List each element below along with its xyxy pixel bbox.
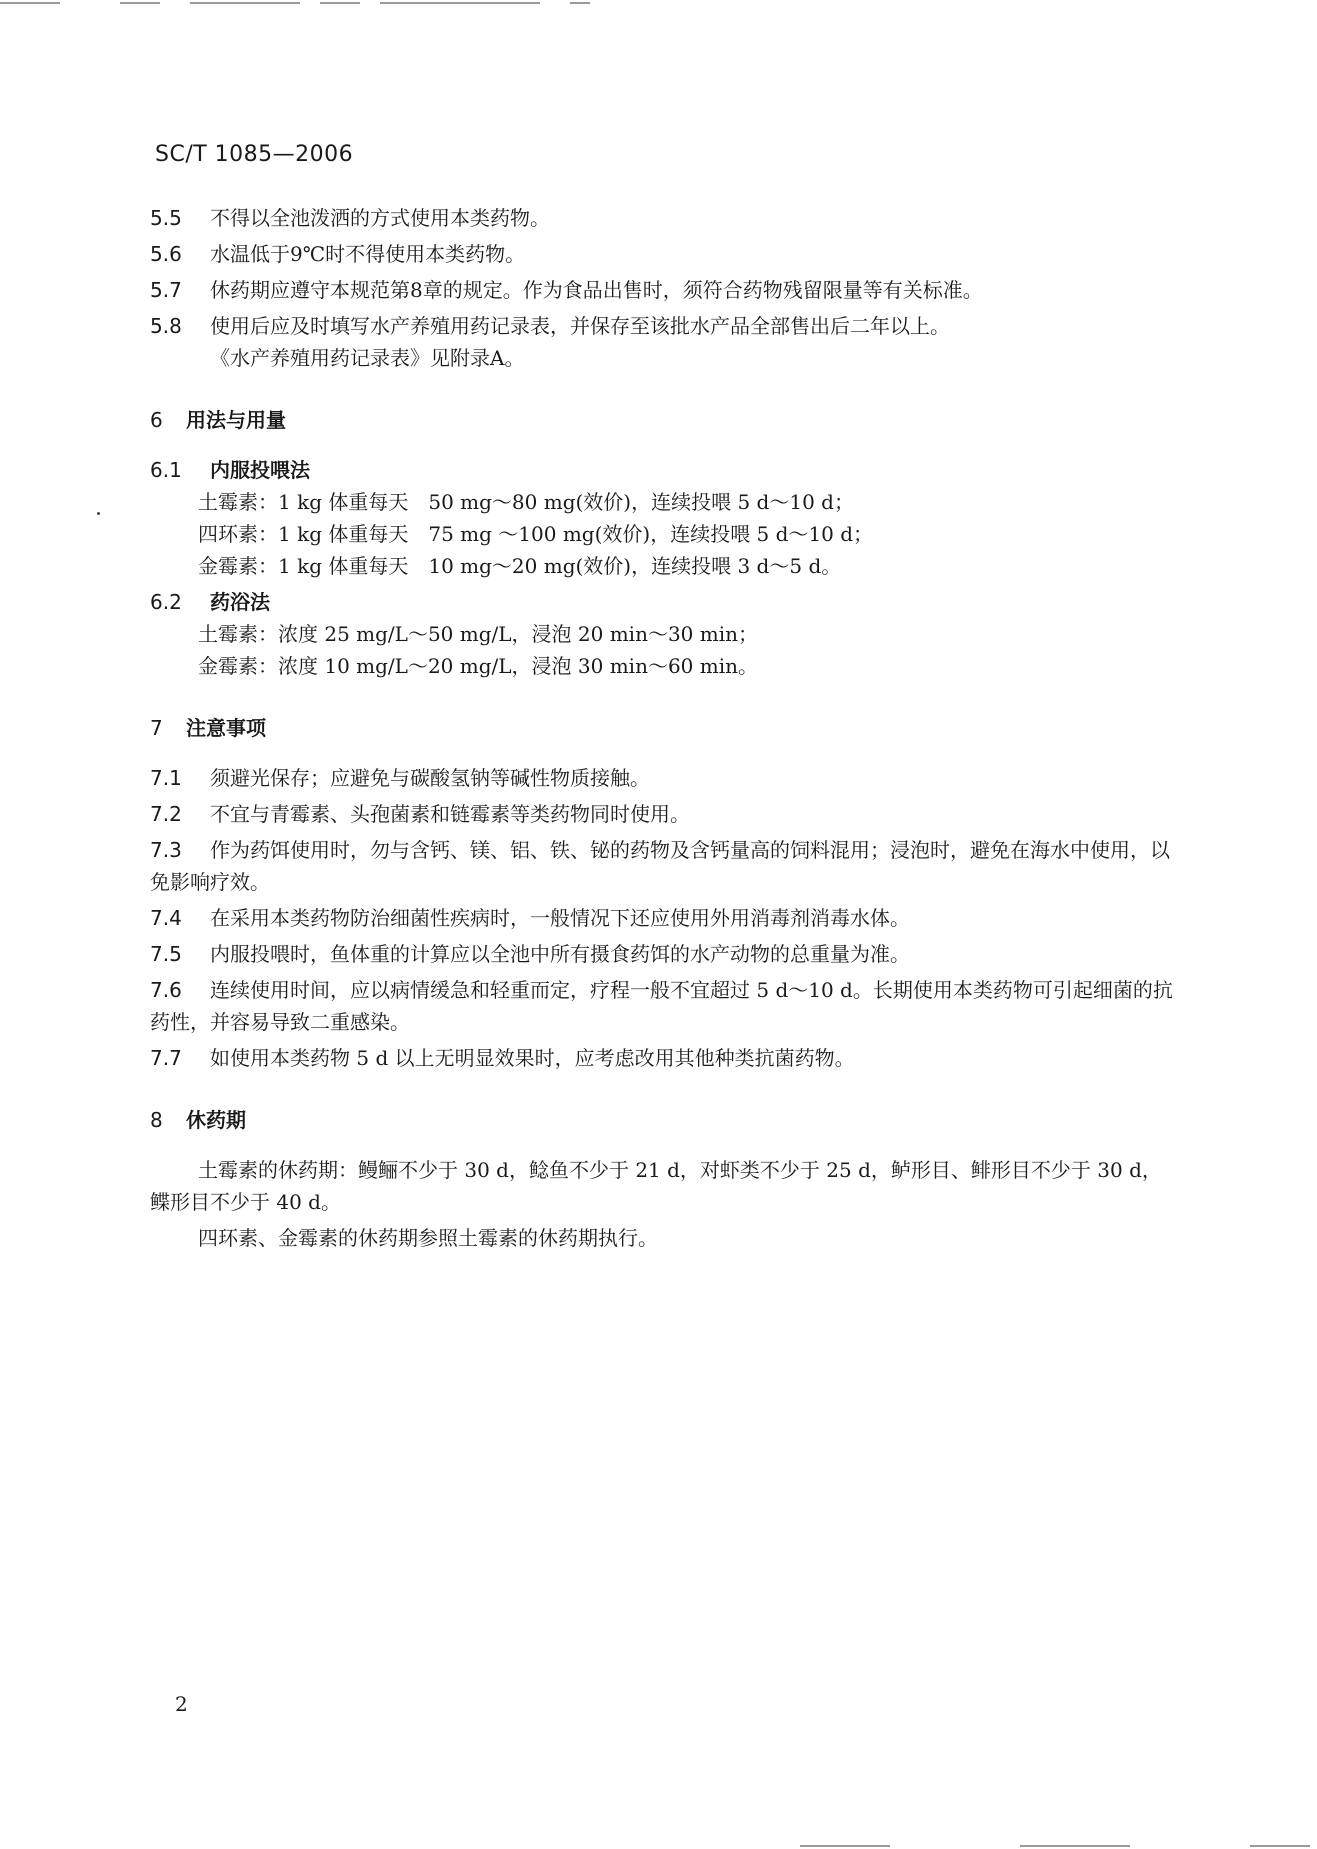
scan-artifact-line: [0, 2, 60, 4]
clause-7-7: [150, 1042, 1180, 1074]
clause-text: 内服投喂时，鱼体重的计算应以全池中所有摄食药饵的水产动物的总重量为准。: [210, 942, 910, 966]
subsection-title: 内服投喂法: [210, 458, 310, 482]
subsection-heading-6-1: [150, 454, 1180, 486]
section-heading-8: [150, 1104, 1180, 1136]
bath-line: 金霉素：浓度 10 mg/L～20 mg/L，浸泡 30 min～60 min。: [198, 654, 758, 678]
clause-text: 休药期应遵守本规范第8章的规定。作为食品出售时，须符合药物残留限量等有关标准。: [210, 278, 983, 302]
clause-text: 在采用本类药物防治细菌性疾病时，一般情况下还应使用外用消毒剂消毒水体。: [210, 906, 910, 930]
section-title: 注意事项: [186, 716, 266, 740]
clause-7-1: [150, 762, 1180, 794]
clause-number: 7.2: [150, 802, 182, 826]
bath-line: 土霉素：浓度 25 mg/L～50 mg/L，浸泡 20 min～30 min；: [198, 622, 758, 646]
subsection-number: 6.2: [150, 590, 182, 614]
clause-7-4: [150, 902, 1180, 934]
clause-number: 7.6: [150, 978, 182, 1002]
clause-text: 不得以全池泼洒的方式使用本类药物。: [210, 206, 550, 230]
scan-artifact-line: [570, 2, 590, 4]
clause-7-6: [150, 974, 1180, 1038]
scan-artifact-line: [120, 2, 160, 4]
scan-artifact-line: [800, 1845, 890, 1847]
dosage-line: 金霉素：1 kg 体重每天 10 mg～20 mg(效价)，连续投喂 3 d～5 d。: [198, 554, 842, 578]
clause-number: 7.4: [150, 906, 182, 930]
clause-text: 使用后应及时填写水产养殖用药记录表，并保存至该批水产品全部售出后二年以上。: [210, 314, 950, 338]
clause-number: 7.1: [150, 766, 182, 790]
clause-text: 如使用本类药物 5 d 以上无明显效果时，应考虑改用其他种类抗菌药物。: [210, 1046, 855, 1070]
page-content: [150, 202, 1180, 1254]
clause-number: 7.3: [150, 838, 182, 862]
clause-number: 5.5: [150, 206, 182, 230]
section-number: 6: [150, 408, 163, 432]
clause-text: 不宜与青霉素、头孢菌素和链霉素等类药物同时使用。: [210, 802, 690, 826]
clause-5-6: [150, 238, 1180, 270]
clause-number: 7.5: [150, 942, 182, 966]
subsection-heading-6-2: [150, 586, 1180, 618]
document-code: SC/T 1085—2006: [155, 142, 354, 167]
dosage-line: 土霉素：1 kg 体重每天 50 mg～80 mg(效价)，连续投喂 5 d～10 d；: [198, 490, 854, 514]
scan-artifact-line: [1250, 1845, 1310, 1847]
section-title: 休药期: [186, 1108, 246, 1132]
dosage-line: 四环素：1 kg 体重每天 75 mg ～100 mg(效价)，连续投喂 5 d～10 d；: [198, 522, 874, 546]
clause-continuation: 《水产养殖用药记录表》见附录A。: [210, 346, 525, 370]
withdrawal-paragraph: 四环素、金霉素的休药期参照土霉素的休药期执行。: [198, 1226, 658, 1250]
scan-artifact-line: [320, 2, 360, 4]
section-heading-7: [150, 712, 1180, 744]
clause-number: 5.7: [150, 278, 182, 302]
clause-text: 作为药饵使用时，勿与含钙、镁、铝、铁、铋的药物及含钙量高的饲料混用；浸泡时，避免在海水中使用，以免影响疗效。: [150, 838, 1170, 894]
clause-5-7: [150, 274, 1180, 306]
scan-artifact-line: [190, 2, 300, 4]
scan-artifact-line: [1020, 1845, 1130, 1847]
clause-5-5: [150, 202, 1180, 234]
scan-artifact-line: [380, 2, 540, 4]
clause-number: 7.7: [150, 1046, 182, 1070]
clause-7-3: [150, 834, 1180, 898]
section-number: 7: [150, 716, 163, 740]
clause-5-8: [150, 310, 1180, 374]
clause-number: 5.6: [150, 242, 182, 266]
section-title: 用法与用量: [186, 408, 286, 432]
clause-7-2: [150, 798, 1180, 830]
clause-text: 连续使用时间，应以病情缓急和轻重而定，疗程一般不宜超过 5 d～10 d。长期使用本类药物可引起细菌的抗药性，并容易导致二重感染。: [150, 978, 1173, 1034]
subsection-title: 药浴法: [210, 590, 270, 614]
clause-number: 5.8: [150, 314, 182, 338]
clause-7-5: [150, 938, 1180, 970]
subsection-number: 6.1: [150, 458, 182, 482]
clause-text: 水温低于9℃时不得使用本类药物。: [210, 242, 526, 266]
scan-artifact-dot: [97, 512, 100, 515]
withdrawal-paragraph: 土霉素的休药期：鳗鲡不少于 30 d，鲶鱼不少于 21 d，对虾类不少于 25 d，鲈形目、鲱形目不少于 30 d，鲽形目不少于 40 d。: [150, 1158, 1162, 1214]
section-number: 8: [150, 1108, 163, 1132]
section-heading-6: [150, 404, 1180, 436]
clause-text: 须避光保存；应避免与碳酸氢钠等碱性物质接触。: [210, 766, 650, 790]
page-number: 2: [175, 1692, 188, 1716]
